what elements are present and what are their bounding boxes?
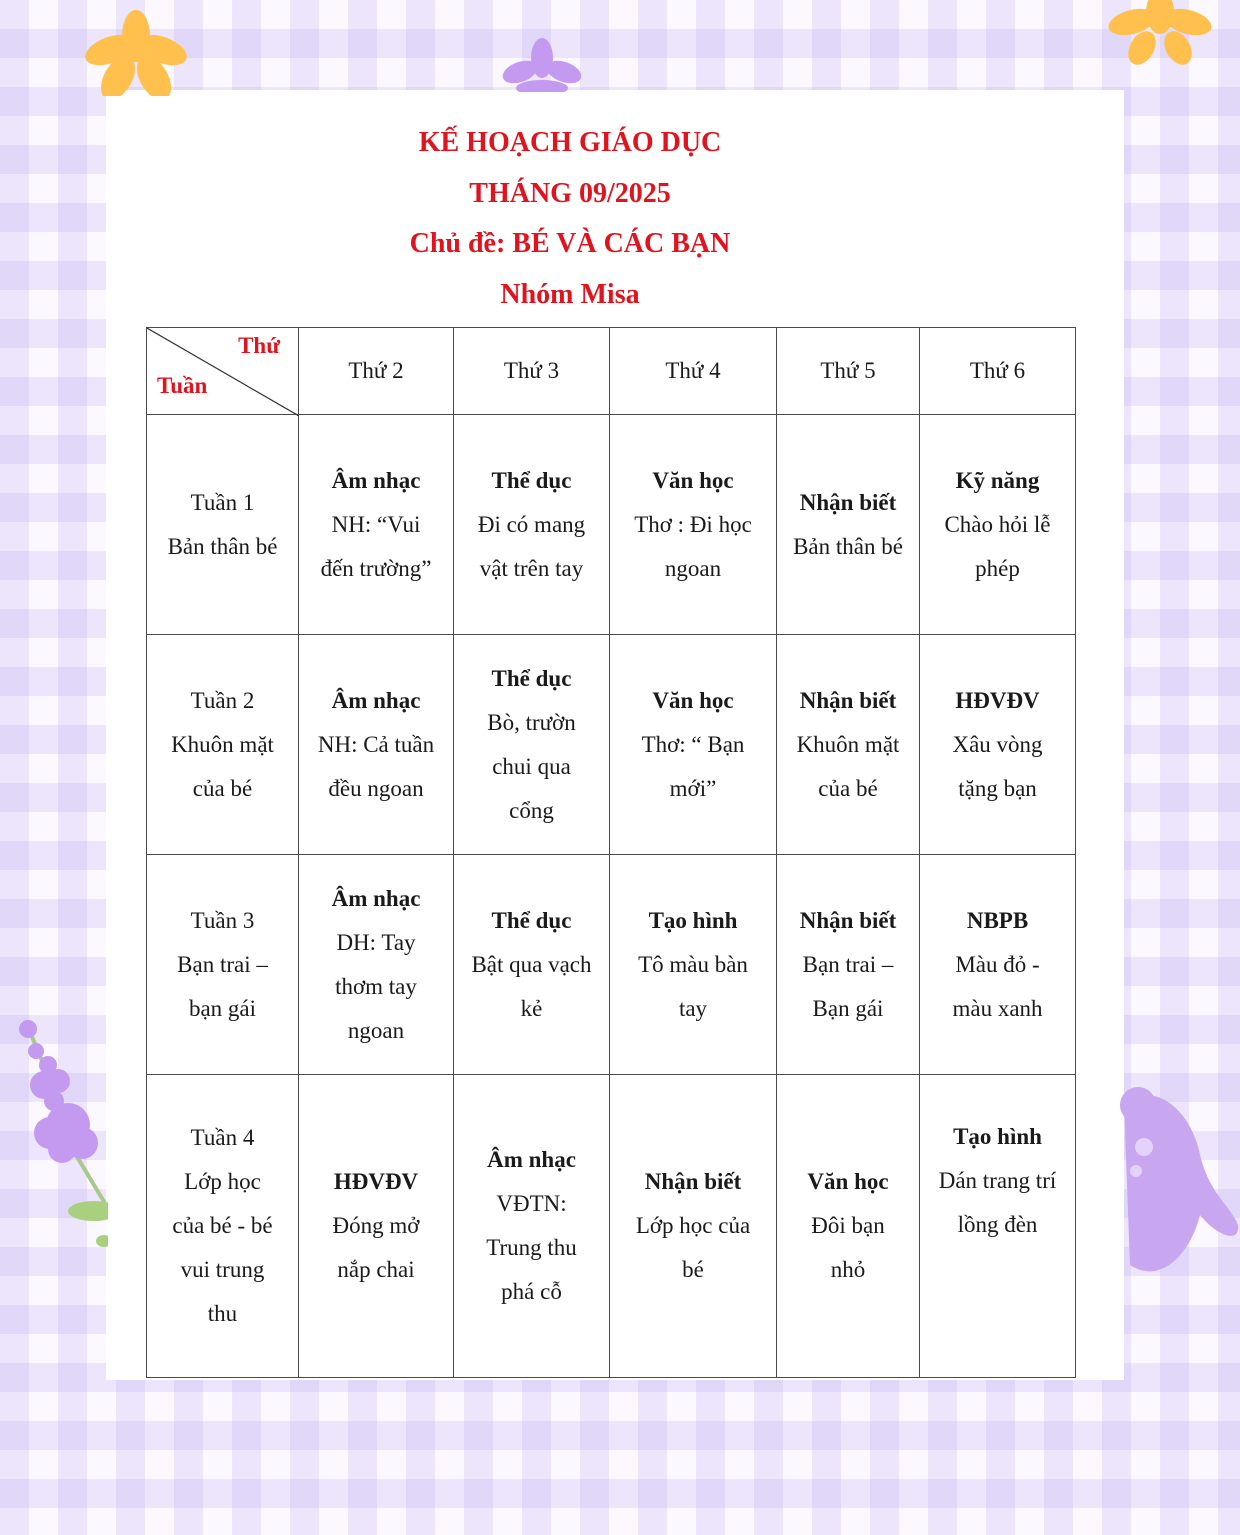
week-cell <box>147 1075 299 1378</box>
subject-label: Văn học <box>652 467 734 493</box>
subject-label: Âm nhạc <box>331 467 421 493</box>
day-header: Thứ 4 <box>610 328 777 415</box>
day-header: Thứ 2 <box>299 328 454 415</box>
activity-line: đến trường” <box>320 555 432 581</box>
activity-cell <box>610 1075 777 1378</box>
week-number: Tuần 2 <box>190 687 255 713</box>
activity-cell <box>299 1075 454 1378</box>
activity-line: cổng <box>509 797 554 823</box>
activity-line: Bạn trai – <box>802 951 894 977</box>
activity-line: vật trên tay <box>479 555 584 581</box>
subject-label: Nhận biết <box>644 1169 742 1194</box>
activity-line: đều ngoan <box>328 775 424 801</box>
flower-orange-icon <box>76 6 196 96</box>
activity-cell <box>610 415 777 635</box>
purple-blob-icon <box>1120 1085 1240 1285</box>
subject-label: Văn học <box>807 1169 889 1194</box>
activity-line: thơm tay <box>335 973 417 999</box>
table-row <box>147 415 1076 635</box>
activity-line: của bé <box>818 775 878 801</box>
plan-month: THÁNG 09/2025 <box>469 177 671 209</box>
table-row <box>147 1075 1076 1378</box>
activity-cell <box>920 1075 1076 1378</box>
subject-label: Âm nhạc <box>331 885 421 911</box>
activity-cell <box>454 635 610 855</box>
activity-cell <box>299 635 454 855</box>
subject-label: Kỹ năng <box>955 467 1040 493</box>
week-topic-line: Khuôn mặt <box>171 731 274 757</box>
week-number: Tuần 1 <box>190 489 255 515</box>
activity-line: Trung thu <box>486 1235 577 1260</box>
activity-line: NH: Cả tuần <box>317 731 435 757</box>
week-topic-line: của bé <box>192 775 253 801</box>
activity-line: chui qua <box>492 753 571 779</box>
activity-cell <box>454 855 610 1075</box>
activity-line: ngoan <box>347 1017 405 1043</box>
activity-line: VĐTN: <box>496 1191 567 1216</box>
activity-line: Màu đỏ - <box>955 951 1040 977</box>
week-topic-line: bạn gái <box>188 995 257 1021</box>
activity-line: Thơ: “ Bạn <box>641 731 745 757</box>
plan-theme: Chủ đề: BÉ VÀ CÁC BẠN <box>409 228 731 259</box>
activity-line: Chào hỏi lễ <box>944 511 1051 537</box>
subject-label: Nhận biết <box>799 687 897 713</box>
subject-label: NBPB <box>966 907 1029 933</box>
subject-label: Âm nhạc <box>331 687 421 713</box>
activity-line: Bạn gái <box>812 995 884 1021</box>
activity-line: kẻ <box>520 995 543 1021</box>
activity-cell <box>299 415 454 635</box>
activity-line: phá cỗ <box>501 1279 562 1304</box>
activity-line: DH: Tay <box>336 929 416 955</box>
week-topic-line: Bạn trai – <box>177 951 268 977</box>
activity-line: Xâu vòng <box>952 731 1043 757</box>
activity-line: nhỏ <box>830 1257 866 1282</box>
schedule-table <box>146 327 1076 1378</box>
activity-line: Dán trang trí <box>938 1168 1057 1193</box>
activity-line: mới” <box>669 775 717 801</box>
activity-line: màu xanh <box>952 995 1043 1021</box>
activity-line: Đóng mở <box>332 1213 420 1238</box>
activity-cell <box>454 1075 610 1378</box>
flower-orange-icon <box>1108 0 1213 66</box>
activity-line: Đi có mang <box>477 511 586 537</box>
subject-label: Thể dục <box>491 467 572 493</box>
plan-title: KẾ HOẠCH GIÁO DỤC <box>418 127 722 158</box>
activity-line: tặng bạn <box>958 775 1037 801</box>
activity-line: Bò, trườn <box>487 709 576 735</box>
activity-cell <box>920 855 1076 1075</box>
activity-line: tay <box>678 995 708 1021</box>
activity-cell <box>777 855 920 1075</box>
subject-label: Nhận biết <box>799 907 897 933</box>
corner-week-label: Tuần <box>157 373 208 398</box>
table-header-row <box>147 328 1076 415</box>
week-number: Tuần 4 <box>190 1125 255 1150</box>
subject-label: Âm nhạc <box>487 1147 576 1172</box>
week-cell <box>147 415 299 635</box>
week-topic-line: Bản thân bé <box>167 533 278 559</box>
subject-label: Văn học <box>652 687 734 713</box>
activity-line: bé <box>682 1257 704 1282</box>
activity-cell <box>454 415 610 635</box>
subject-label: HĐVĐV <box>333 1169 419 1194</box>
activity-line: NH: “Vui <box>331 511 421 537</box>
week-cell <box>147 855 299 1075</box>
activity-line: Đôi bạn <box>811 1213 885 1238</box>
day-header: Thứ 5 <box>777 328 920 415</box>
title-block <box>0 118 1140 320</box>
activity-cell <box>777 635 920 855</box>
corner-day-label: Thứ <box>238 333 280 358</box>
activity-cell <box>777 415 920 635</box>
activity-line: Thơ : Đi học <box>634 511 752 537</box>
activity-line: Khuôn mặt <box>796 731 900 757</box>
corner-cell <box>147 328 299 415</box>
subject-label: Thể dục <box>491 665 572 691</box>
subject-label: HĐVĐV <box>955 687 1040 713</box>
week-topic-line: Lớp học <box>184 1169 261 1194</box>
subject-label: Thể dục <box>491 907 572 933</box>
activity-line: lồng đèn <box>957 1212 1038 1237</box>
plan-group: Nhóm Misa <box>500 278 640 310</box>
activity-line: Bản thân bé <box>793 533 903 559</box>
subject-label: Tạo hình <box>953 1124 1042 1149</box>
table-row <box>147 635 1076 855</box>
week-topic-line: vui trung <box>180 1257 265 1282</box>
week-topic-line: thu <box>207 1301 238 1326</box>
day-header: Thứ 6 <box>920 328 1076 415</box>
week-cell <box>147 635 299 855</box>
activity-line: nắp chai <box>337 1257 415 1282</box>
week-number: Tuần 3 <box>190 907 255 933</box>
subject-label: Nhận biết <box>799 489 897 515</box>
table-row <box>147 855 1076 1075</box>
activity-line: Tô màu bàn <box>638 951 748 977</box>
lavender-branch-icon <box>10 1015 108 1250</box>
flower-purple-icon <box>500 36 585 92</box>
activity-cell <box>920 415 1076 635</box>
activity-cell <box>777 1075 920 1378</box>
activity-line: Bật qua vạch <box>471 951 592 977</box>
activity-cell <box>299 855 454 1075</box>
activity-cell <box>610 635 777 855</box>
subject-label: Tạo hình <box>648 907 738 933</box>
week-topic-line: của bé - bé <box>172 1213 273 1238</box>
day-header: Thứ 3 <box>454 328 610 415</box>
activity-line: phép <box>975 555 1020 581</box>
activity-cell <box>920 635 1076 855</box>
activity-line: ngoan <box>664 555 722 581</box>
activity-cell <box>610 855 777 1075</box>
activity-line: Lớp học của <box>635 1213 751 1238</box>
